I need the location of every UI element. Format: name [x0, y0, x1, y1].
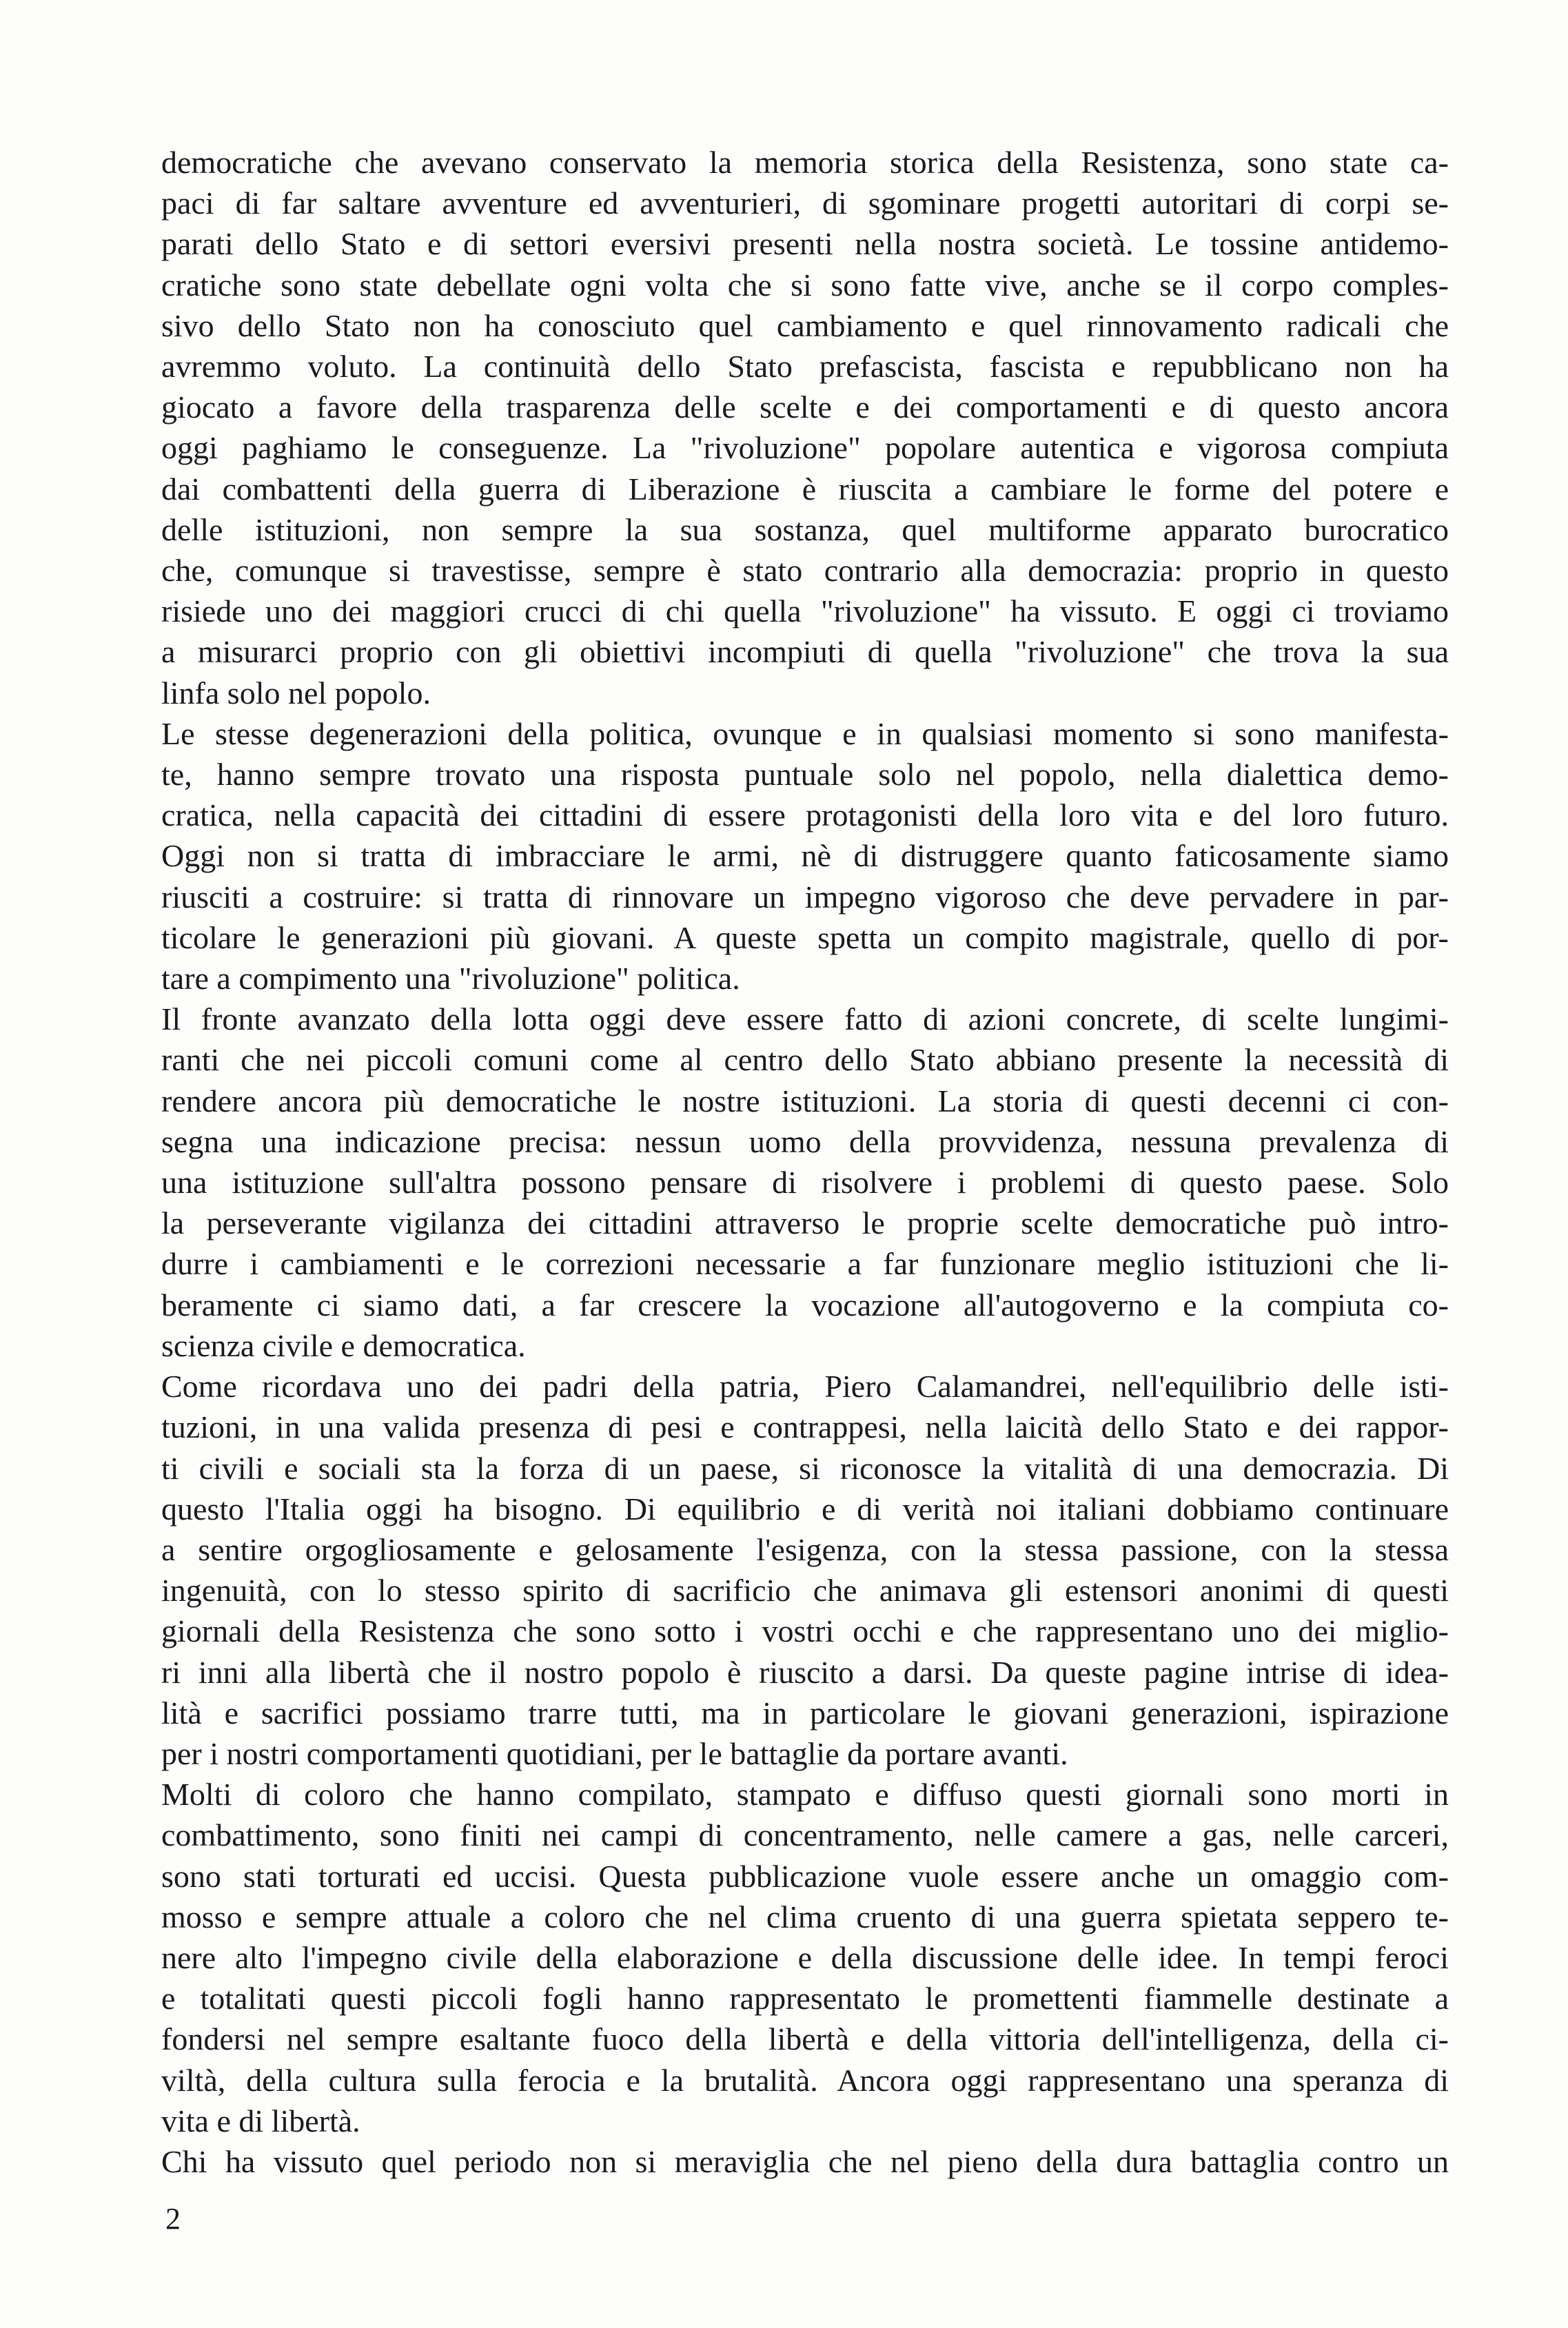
text-line: durre i cambiamenti e le correzioni necessarie a far funzionare meglio istituzioni che li- — [161, 1246, 1449, 1282]
text-line: parati dello Stato e di settori eversivi presenti nella nostra società. Le tossine antidemo- — [161, 226, 1449, 262]
text-line: paci di far saltare avventure ed avventurieri, di sgominare progetti autoritari di corpi se- — [161, 185, 1449, 221]
text-line: lità e sacrifici possiamo trarre tutti, ma in particolare le giovani generazioni, ispirazione — [161, 1695, 1449, 1730]
paragraph — [161, 999, 1449, 1366]
text-line: la perseverante vigilanza dei cittadini attraverso le proprie scelte democratiche può intro- — [161, 1205, 1449, 1241]
text-line: a sentire orgogliosamente e gelosamente l'esigenza, con la stessa passione, con la stessa — [161, 1531, 1449, 1567]
paragraph — [161, 713, 1449, 999]
text-line: beramente ci siamo dati, a far crescere la vocazione all'autogoverno e la compiuta co- — [161, 1287, 1449, 1323]
text-line: scienza civile e democratica. — [161, 1327, 526, 1363]
text-line: mosso e sempre attuale a coloro che nel clima cruento di una guerra spietata seppero te- — [161, 1899, 1449, 1934]
text-line: Oggi non si tratta di imbracciare le armi, nè di distruggere quanto faticosamente siamo — [161, 838, 1449, 874]
text-line: tuzioni, in una valida presenza di pesi e contrappesi, nella laicità dello Stato e dei rappor- — [161, 1409, 1449, 1445]
text-line: delle istituzioni, non sempre la sua sostanza, quel multiforme apparato burocratico — [161, 511, 1449, 547]
text-line: ingenuità, con lo stesso spirito di sacrificio che animava gli estensori anonimi di questi — [161, 1573, 1449, 1609]
text-line: dai combattenti della guerra di Liberazione è riuscita a cambiare le forme del potere e — [161, 471, 1449, 507]
text-line: avremmo voluto. La continuità dello Stato prefascista, fascista e repubblicano non ha — [161, 349, 1449, 385]
paragraph — [161, 2141, 1449, 2182]
text-line: vita e di libertà. — [161, 2103, 360, 2138]
text-line: Chi ha vissuto quel periodo non si meraviglia che nel pieno della dura battaglia contro un — [161, 2143, 1449, 2179]
text-line: una istituzione sull'altra possono pensare di risolvere i problemi di questo paese. Solo — [161, 1165, 1449, 1201]
text-line: viltà, della cultura sulla ferocia e la brutalità. Ancora oggi rappresentano una speranza di — [161, 2062, 1449, 2098]
text-line: e totalitati questi piccoli fogli hanno rappresentato le promettenti fiammelle destinate a — [161, 1981, 1449, 2016]
text-line: ranti che nei piccoli comuni come al centro dello Stato abbiano presente la necessità di — [161, 1042, 1449, 1078]
text-line: cratiche sono state debellate ogni volta che si sono fatte vive, anche se il corpo comples- — [161, 267, 1449, 303]
text-line: linfa solo nel popolo. — [161, 675, 431, 711]
text-line: Molti di coloro che hanno compilato, stampato e diffuso questi giornali sono morti in — [161, 1777, 1449, 1813]
text-line: sono stati torturati ed uccisi. Questa pubblicazione vuole essere anche un omaggio com- — [161, 1858, 1449, 1894]
text-line: Il fronte avanzato della lotta oggi deve essere fatto di azioni concrete, di scelte lungimi- — [161, 1001, 1449, 1037]
text-line: cratica, nella capacità dei cittadini di essere protagonisti della loro vita e del loro futuro. — [161, 797, 1449, 833]
text-line: per i nostri comportamenti quotidiani, per le battaglie da portare avanti. — [161, 1735, 1068, 1771]
text-line: tare a compimento una "rivoluzione" politica. — [161, 961, 740, 997]
text-line: giornali della Resistenza che sono sotto i vostri occhi e che rappresentano uno dei miglio- — [161, 1613, 1449, 1649]
text-line: ri inni alla libertà che il nostro popolo è riuscito a darsi. Da queste pagine intrise di idea- — [161, 1654, 1449, 1690]
paragraph — [161, 1366, 1449, 1774]
text-line: Le stesse degenerazioni della politica, ovunque e in qualsiasi momento si sono manifesta- — [161, 715, 1449, 751]
text-line: rendere ancora più democratiche le nostre istituzioni. La storia di questi decenni ci con- — [161, 1083, 1449, 1119]
text-line: ticolare le generazioni più giovani. A queste spetta un compito magistrale, quello di por- — [161, 919, 1449, 955]
text-line: che, comunque si travestisse, sempre è stato contrario alla democrazia: proprio in questo — [161, 553, 1449, 589]
text-line: te, hanno sempre trovato una risposta puntuale solo nel popolo, nella dialettica demo- — [161, 757, 1449, 793]
text-line: fondersi nel sempre esaltante fuoco della libertà e della vittoria dell'intelligenza, della ci- — [161, 2021, 1449, 2057]
text-line: Come ricordava uno dei padri della patria, Piero Calamandrei, nell'equilibrio delle isti- — [161, 1369, 1449, 1405]
text-line: questo l'Italia oggi ha bisogno. Di equilibrio e di verità noi italiani dobbiamo continuare — [161, 1491, 1449, 1527]
text-line: risiede uno dei maggiori crucci di chi quella "rivoluzione" ha vissuto. E oggi ci troviamo — [161, 593, 1449, 629]
text-line: segna una indicazione precisa: nessun uomo della provvidenza, nessuna prevalenza di — [161, 1123, 1449, 1159]
text-line: a misurarci proprio con gli obiettivi incompiuti di quella "rivoluzione" che trova la sua — [161, 634, 1449, 670]
page-number: 2 — [165, 2202, 181, 2236]
body-text — [161, 142, 1449, 2182]
text-line: democratiche che avevano conservato la memoria storica della Resistenza, sono state ca- — [161, 145, 1449, 180]
text-line: nere alto l'impegno civile della elaborazione e della discussione delle idee. In tempi feroci — [161, 1939, 1449, 1975]
text-line: ti civili e sociali sta la forza di un paese, si riconosce la vitalità di una democrazia. Di — [161, 1450, 1449, 1486]
text-line: combattimento, sono finiti nei campi di concentramento, nelle camere a gas, nelle carceri, — [161, 1817, 1449, 1853]
text-line: giocato a favore della trasparenza delle scelte e dei comportamenti e di questo ancora — [161, 389, 1449, 425]
text-line: riusciti a costruire: si tratta di rinnovare un impegno vigoroso che deve pervadere in par- — [161, 879, 1449, 915]
paragraph — [161, 142, 1449, 713]
text-line: oggi paghiamo le conseguenze. La "rivoluzione" popolare autentica e vigorosa compiuta — [161, 430, 1449, 466]
paragraph — [161, 1774, 1449, 2141]
text-line: sivo dello Stato non ha conosciuto quel cambiamento e quel rinnovamento radicali che — [161, 307, 1449, 343]
